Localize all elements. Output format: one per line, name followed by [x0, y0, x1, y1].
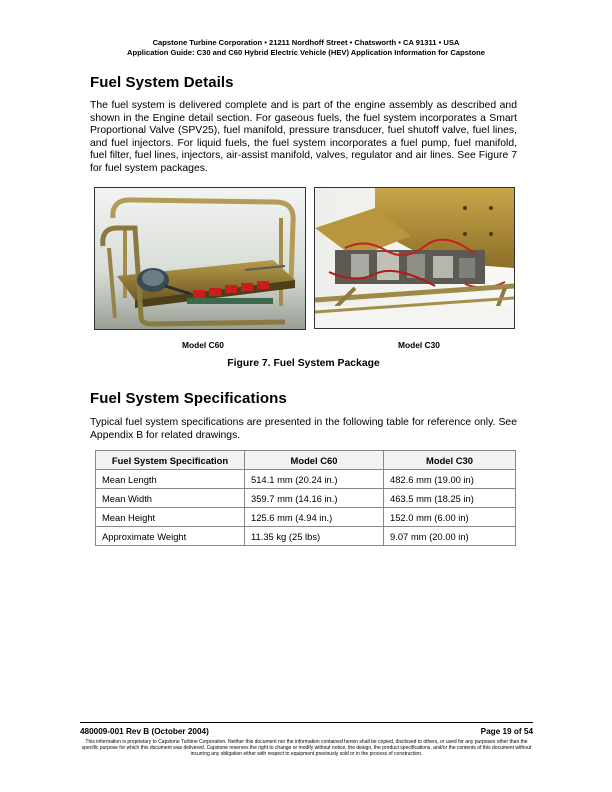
photo-caption-c30: Model C30 — [398, 340, 440, 350]
fuel-system-specifications-paragraph: Typical fuel system specifications are presented in the following table for reference only. See Appendix B for related drawings. — [90, 417, 517, 441]
table-cell: 152.0 mm (6.00 in) — [384, 508, 516, 527]
header-company-line: Capstone Turbine Corporation • 21211 Nordhoff Street • Chatsworth • CA 91311 • USA — [152, 38, 460, 47]
table-header-row — [96, 451, 516, 470]
table-row — [96, 489, 516, 508]
table-header-cell: Model C60 — [245, 451, 384, 470]
table-cell: Approximate Weight — [96, 527, 245, 546]
table-header-cell: Fuel System Specification — [96, 451, 245, 470]
table-row — [96, 470, 516, 489]
table-row — [96, 508, 516, 527]
table-cell: Mean Height — [96, 508, 245, 527]
section-heading-fuel-system-specifications: Fuel System Specifications — [90, 390, 287, 407]
table-header-cell: Model C30 — [384, 451, 516, 470]
fuel-system-spec-table — [95, 450, 516, 546]
section-heading-fuel-system-details: Fuel System Details — [90, 74, 234, 91]
footer-proprietary-notice: This information is proprietary to Capstone Turbine Corporation. Neither this document nor the information contained herein shall be copied, disclosed to others, or used for any purposes other than the specific purpose for which this document was delivered. Capstone reserves the right to change or modify without notice, the design, the product specifications, and/or the contents of this document without incurring any obligation either with respect to equipment previously sold or in the process of construction. — [81, 739, 532, 758]
footer-document-id: 480009-001 Rev B (October 2004) — [80, 727, 209, 736]
footer-divider — [80, 722, 533, 723]
fuel-system-c60-photo — [94, 187, 306, 330]
table-row — [96, 527, 516, 546]
fuel-system-details-paragraph: The fuel system is delivered complete and is part of the engine assembly as described and shown in the Engine detail section. For gaseous fuels, the fuel system incorporates a Smart Proportional Valve (SPV25), fuel manifold, pressure transducer, fuel shutoff valve, fuel lines, and fuel injectors. For liquid fuels, the fuel system incorporates a fuel pump, fuel manifold, fuel filter, fuel lines, injectors, air-assist manifold, valves, regulator and air lines. See Figure 7 for fuel system packages. — [90, 100, 517, 174]
table-cell: 463.5 mm (18.25 in) — [384, 489, 516, 508]
figure-caption: Figure 7. Fuel System Package — [227, 358, 380, 369]
table-cell: Mean Width — [96, 489, 245, 508]
table-cell: 125.6 mm (4.94 in.) — [245, 508, 384, 527]
table-cell: 514.1 mm (20.24 in.) — [245, 470, 384, 489]
table-cell: 482.6 mm (19.00 in) — [384, 470, 516, 489]
fuel-system-c30-photo — [314, 187, 515, 329]
table-cell: Mean Length — [96, 470, 245, 489]
table-cell: 359.7 mm (14.16 in.) — [245, 489, 384, 508]
table-cell: 9.07 mm (20.00 in) — [384, 527, 516, 546]
header-guide-line: Application Guide: C30 and C60 Hybrid Electric Vehicle (HEV) Application Information for Capstone — [127, 48, 485, 57]
table-cell: 11.35 kg (25 lbs) — [245, 527, 384, 546]
footer-page-number: Page 19 of 54 — [480, 727, 533, 736]
photo-caption-c60: Model C60 — [182, 340, 224, 350]
